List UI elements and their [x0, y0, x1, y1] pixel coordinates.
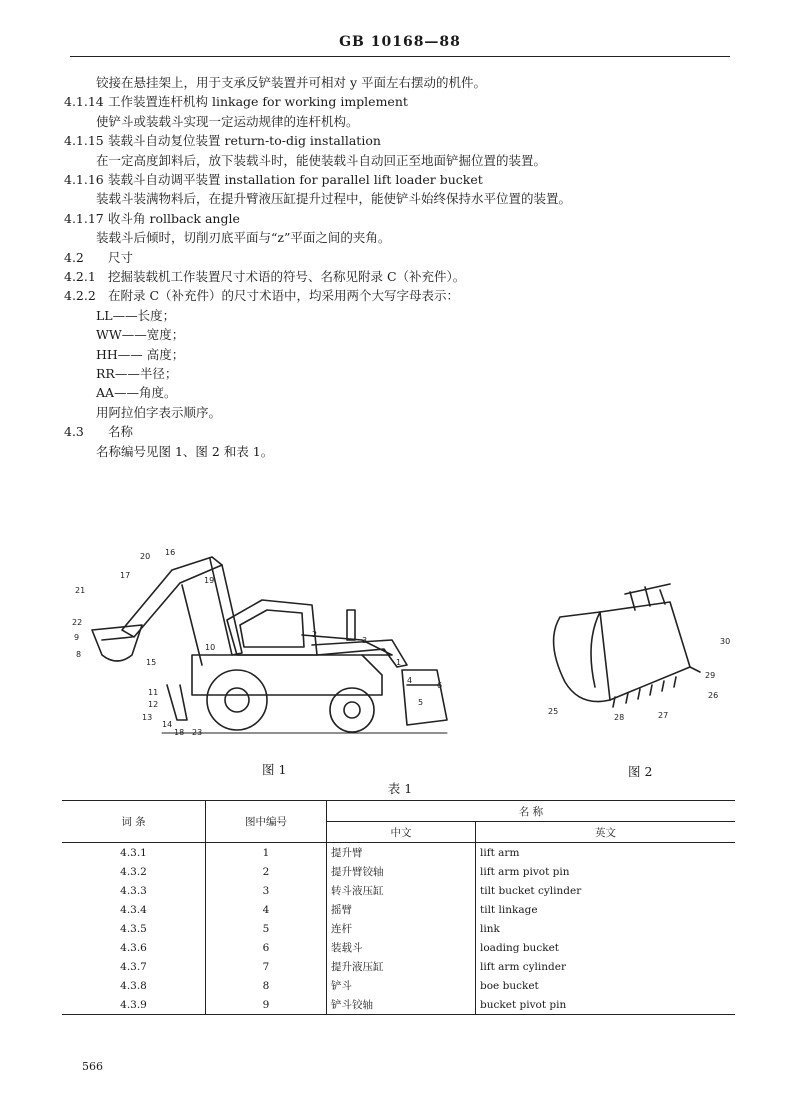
figure-1-callout: 3 [362, 636, 368, 645]
body-line [96, 347, 184, 363]
row-chinese: 铲斗铰轴 [327, 995, 476, 1015]
clause-text: 使铲斗或装载斗实现一定运动规律的连杆机构。 [96, 113, 359, 129]
row-item: 4.3.5 [62, 919, 206, 938]
body-line [96, 444, 273, 460]
clause-text: RR——半径； [96, 366, 178, 381]
clause-number: 4.3 [64, 424, 84, 440]
row-english: bucket pivot pin [480, 998, 567, 1011]
body-line [64, 288, 459, 304]
body-line [96, 405, 221, 421]
clause-text: 名称编号见图 1、图 2 和表 1。 [96, 443, 274, 459]
row-number: 5 [206, 919, 327, 938]
figure-1-callout: 1 [396, 658, 402, 667]
row-item: 4.3.1 [62, 843, 206, 863]
clause-text: 在附录 C（补充件）的尺寸术语中，均采用两个大写字母表示： [108, 288, 460, 304]
row-item: 4.3.7 [62, 957, 206, 976]
figure-2-caption: 图 2 [628, 764, 653, 779]
figure-1-callout: 22 [72, 618, 83, 627]
figure-1-callout: 5 [418, 698, 424, 707]
figure-2-callout: 26 [708, 691, 719, 700]
row-chinese: 摇臂 [327, 900, 476, 919]
figure-1-callout: 13 [142, 713, 153, 722]
clause-text: HH—— 高度； [96, 346, 185, 362]
body-line [64, 424, 133, 440]
clause-text: 装载斗装满物料后，在提升臂液压缸提升过程中，能使铲斗始终保持水平位置的装置。 [96, 191, 572, 207]
table-row [62, 976, 735, 995]
row-item: 4.3.2 [62, 862, 206, 881]
body-line [96, 191, 571, 207]
page-number: 566 [82, 1060, 103, 1073]
body-line [64, 269, 465, 285]
figure-2-bucket [540, 572, 740, 732]
row-number: 3 [206, 881, 327, 900]
figure-2-callout: 27 [658, 711, 669, 720]
figure-2-callout: 25 [548, 707, 559, 716]
row-english: tilt linkage [480, 903, 538, 916]
header-rule [70, 56, 730, 57]
row-chinese: 铲斗 [327, 976, 476, 995]
row-item: 4.3.6 [62, 938, 206, 957]
row-number: 8 [206, 976, 327, 995]
row-chinese: 提升臂 [327, 843, 476, 863]
clause-text: 尺寸 [108, 249, 134, 265]
figure-1-callout: 6 [437, 681, 443, 690]
row-chinese: 提升臂铰轴 [327, 862, 476, 881]
clause-text: WW——宽度； [96, 327, 185, 343]
body-line [96, 327, 184, 343]
figure-1-callout: 2 [312, 630, 318, 639]
figure-1-callout: 11 [148, 688, 159, 697]
row-chinese: 连杆 [327, 919, 476, 938]
row-chinese: 装载斗 [327, 938, 476, 957]
table-row [62, 995, 735, 1015]
body-line [96, 153, 546, 169]
figure-1-callout: 20 [140, 552, 151, 561]
clause-text: 装载斗后倾时，切削刃底平面与“z”平面之间的夹角。 [96, 230, 391, 246]
body-line [96, 385, 177, 401]
clause-number: 4.1.14 [64, 94, 104, 110]
row-item: 4.3.3 [62, 881, 206, 900]
col-header-item: 词 条 [62, 801, 206, 843]
table-row [62, 900, 735, 919]
figure-1-callout: 19 [204, 576, 215, 585]
figure-1-callout: 8 [76, 650, 82, 659]
figure-1-callout: 16 [165, 548, 176, 557]
col-header-name: 名 称 [327, 801, 736, 822]
row-item: 4.3.8 [62, 976, 206, 995]
body-line [64, 94, 408, 110]
table-row [62, 843, 735, 863]
row-english: loading bucket [480, 941, 560, 954]
clause-text: 用阿拉伯字表示顺序。 [96, 404, 222, 420]
figure-2-callout: 29 [705, 671, 716, 680]
row-number: 7 [206, 957, 327, 976]
row-number: 9 [206, 995, 327, 1015]
clause-number: 4.1.17 [64, 210, 104, 226]
body-line [96, 230, 390, 246]
row-english: tilt bucket cylinder [480, 884, 582, 897]
row-item: 4.3.4 [62, 900, 206, 919]
col-header-chinese: 中文 [327, 822, 476, 843]
table-row [62, 862, 735, 881]
clause-text: 在一定高度卸料后，放下装载斗时，能使装载斗自动回正至地面铲掘位置的装置。 [96, 152, 547, 168]
terms-table [62, 800, 735, 1015]
row-chinese: 转斗液压缸 [327, 881, 476, 900]
figure-1-callout: 9 [74, 633, 80, 642]
body-line [96, 75, 486, 91]
clause-text: 装载斗自动复位装置 return-to-dig installation [108, 133, 381, 149]
clause-number: 4.1.16 [64, 172, 104, 187]
table-row [62, 919, 735, 938]
clause-text: 铰接在悬挂架上，用于支承反铲装置并可相对 y 平面左右摆动的机件。 [96, 75, 487, 90]
clause-number: 4.2 [64, 249, 84, 265]
row-english: boe bucket [480, 979, 539, 992]
col-header-english: 英文 [595, 826, 616, 839]
figure-1-callout: 23 [192, 728, 203, 737]
body-line [64, 172, 483, 188]
clause-text: 名称 [108, 424, 134, 440]
clause-number: 4.1.15 [64, 133, 104, 149]
row-chinese: 提升液压缸 [327, 957, 476, 976]
row-item: 4.3.9 [62, 995, 206, 1015]
col-header-number: 图中编号 [206, 801, 327, 843]
table-row [62, 881, 735, 900]
table-row [62, 938, 735, 957]
row-number: 1 [206, 843, 327, 863]
row-english: lift arm pivot pin [480, 865, 570, 878]
body-line [64, 133, 381, 149]
standard-number-header: GB 10168—88 [339, 34, 461, 50]
clause-text: 工作装置连杆机构 linkage for working implement [108, 94, 408, 110]
row-number: 4 [206, 900, 327, 919]
clause-text: LL——长度； [96, 307, 176, 323]
figure-2-callout: 30 [720, 637, 731, 646]
figure-1-caption: 图 1 [262, 762, 287, 777]
clause-text: AA——角度。 [96, 385, 177, 401]
body-line [96, 114, 359, 130]
clause-number: 4.2.1 [64, 269, 96, 284]
figure-1-callout: 15 [146, 658, 157, 667]
clause-text: 挖掘装载机工作装置尺寸术语的符号、名称见附录 C（补充件）。 [108, 269, 466, 284]
row-english: lift arm [480, 846, 520, 859]
figure-1-callout: 17 [120, 571, 131, 580]
table-title: 表 1 [387, 781, 413, 796]
figure-1-callout: 18 [174, 728, 185, 737]
figure-1-callout: 12 [148, 700, 159, 709]
body-line [96, 366, 177, 382]
body-line [96, 308, 175, 324]
clause-text: 装载斗自动调平装置 installation for parallel lift loader bucket [108, 172, 483, 187]
table-row [62, 957, 735, 976]
figure-1-backhoe-loader [62, 545, 462, 760]
row-english: lift arm cylinder [480, 960, 566, 973]
figure-1-callout: 4 [407, 676, 413, 685]
figure-1-callout: 21 [75, 586, 86, 595]
figure-2-callout: 28 [614, 713, 625, 722]
row-english: link [480, 922, 500, 935]
clause-number: 4.2.2 [64, 288, 96, 304]
clause-text: 收斗角 rollback angle [108, 210, 240, 226]
body-line [64, 250, 133, 266]
figure-1-callout: 14 [162, 720, 173, 729]
row-number: 6 [206, 938, 327, 957]
row-number: 2 [206, 862, 327, 881]
figure-1-callout: 10 [205, 643, 216, 652]
body-line [64, 211, 240, 227]
